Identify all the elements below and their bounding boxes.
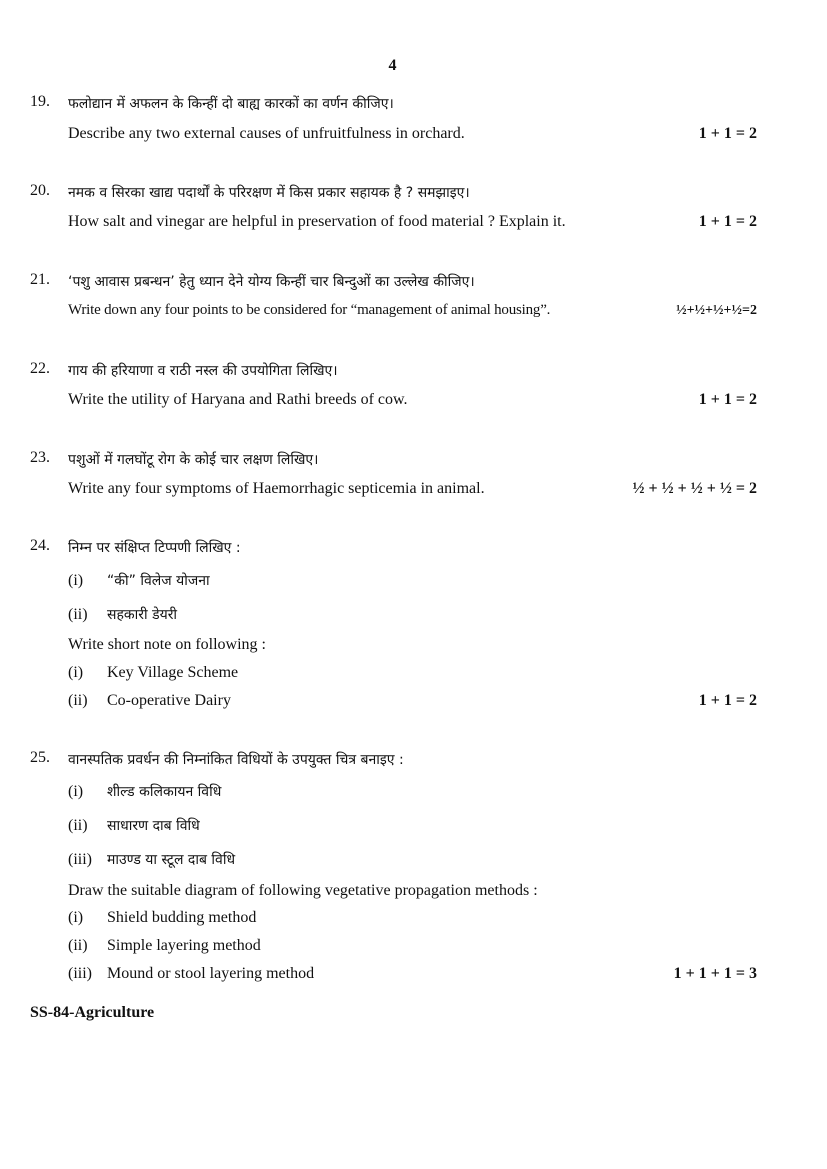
question-text-hindi: ‘पशु आवास प्रबन्धन’ हेतु ध्यान देने योग्य किन्हीं चार बिन्दुओं का उल्लेख कीजिए। <box>68 274 475 290</box>
page-number: 4 <box>388 57 397 74</box>
sub-item-english <box>68 909 256 927</box>
sub-item-hindi <box>68 605 177 624</box>
sub-item-text: साधारण दाब विधि <box>107 818 200 834</box>
sub-item-text: माउण्ड या स्टूल दाब विधि <box>107 852 236 868</box>
sub-item-text: Mound or stool layering method <box>107 965 315 982</box>
sub-item-marker: (iii) <box>68 851 92 868</box>
question-number: 22. <box>30 360 50 377</box>
question-number: 23. <box>30 449 50 466</box>
question-text-english: Write down any four points to be considered for “management of animal housing”. <box>68 302 551 318</box>
sub-item-text: शील्ड कलिकायन विधि <box>107 784 222 800</box>
sub-item-english <box>68 664 238 682</box>
question-text-hindi: गाय की हरियाणा व राठी नस्ल की उपयोगिता लिखिए। <box>68 363 338 379</box>
question-text-english: Describe any two external causes of unfruitfulness in orchard. <box>68 125 465 142</box>
sub-item-marker: (ii) <box>68 606 88 623</box>
question-text-hindi: निम्न पर संक्षिप्त टिप्पणी लिखिए : <box>68 540 241 556</box>
sub-item-marker: (i) <box>68 909 84 926</box>
question-text-hindi: नमक व सिरका खाद्य पदार्थों के परिरक्षण में किस प्रकार सहायक है ? समझाइए। <box>68 185 470 201</box>
sub-item-english <box>68 937 261 955</box>
sub-item-text: Co-operative Dairy <box>107 692 231 709</box>
sub-item-english <box>68 965 314 983</box>
question-number: 21. <box>30 271 50 288</box>
sub-item-marker: (ii) <box>68 817 88 834</box>
paper-code: SS-84-Agriculture <box>30 1004 155 1021</box>
marks: 1 + 1 = 2 <box>698 391 757 408</box>
question-text-hindi: फलोद्यान में अफलन के किन्हीं दो बाह्य कारकों का वर्णन कीजिए। <box>68 96 394 112</box>
question-text-hindi: वानस्पतिक प्रवर्धन की निम्नांकित विधियों के उपयुक्त चित्र बनाइए : <box>68 752 404 768</box>
sub-item-text: Key Village Scheme <box>107 664 239 681</box>
question-number: 20. <box>30 182 50 199</box>
sub-item-english <box>68 692 231 710</box>
question-text-hindi: पशुओं में गलघोंटू रोग के कोई चार लक्षण लिखिए। <box>68 452 319 468</box>
sub-item-marker: (iii) <box>68 965 92 982</box>
question-number: 25. <box>30 749 50 766</box>
sub-item-text: “की” विलेज योजना <box>107 573 210 589</box>
question-number: 19. <box>30 93 50 110</box>
marks: ½+½+½+½=2 <box>676 303 757 318</box>
sub-item-hindi <box>68 816 200 835</box>
question-text-english: Write the utility of Haryana and Rathi breeds of cow. <box>68 391 408 408</box>
marks: 1 + 1 = 2 <box>698 125 757 142</box>
sub-item-hindi <box>68 782 221 801</box>
marks: 1 + 1 = 2 <box>698 213 757 230</box>
sub-item-marker: (ii) <box>68 937 88 954</box>
sub-item-text: सहकारी डेयरी <box>107 607 178 623</box>
sub-item-hindi <box>68 850 235 869</box>
question-text-english: Write short note on following : <box>68 636 266 653</box>
sub-item-text: Shield budding method <box>107 909 257 926</box>
marks: 1 + 1 + 1 = 3 <box>673 965 757 982</box>
sub-item-marker: (i) <box>68 664 84 681</box>
marks: 1 + 1 = 2 <box>698 692 757 709</box>
sub-item-text: Simple layering method <box>107 937 261 954</box>
sub-item-marker: (i) <box>68 783 84 800</box>
sub-item-marker: (i) <box>68 572 84 589</box>
sub-item-marker: (ii) <box>68 692 88 709</box>
sub-item-hindi <box>68 571 210 590</box>
question-text-english: Write any four symptoms of Haemorrhagic septicemia in animal. <box>68 480 485 497</box>
question-text-english: How salt and vinegar are helpful in preservation of food material ? Explain it. <box>68 213 566 230</box>
marks: ½ + ½ + ½ + ½ = 2 <box>632 480 757 497</box>
question-text-english: Draw the suitable diagram of following vegetative propagation methods : <box>68 882 538 899</box>
question-number: 24. <box>30 537 50 554</box>
